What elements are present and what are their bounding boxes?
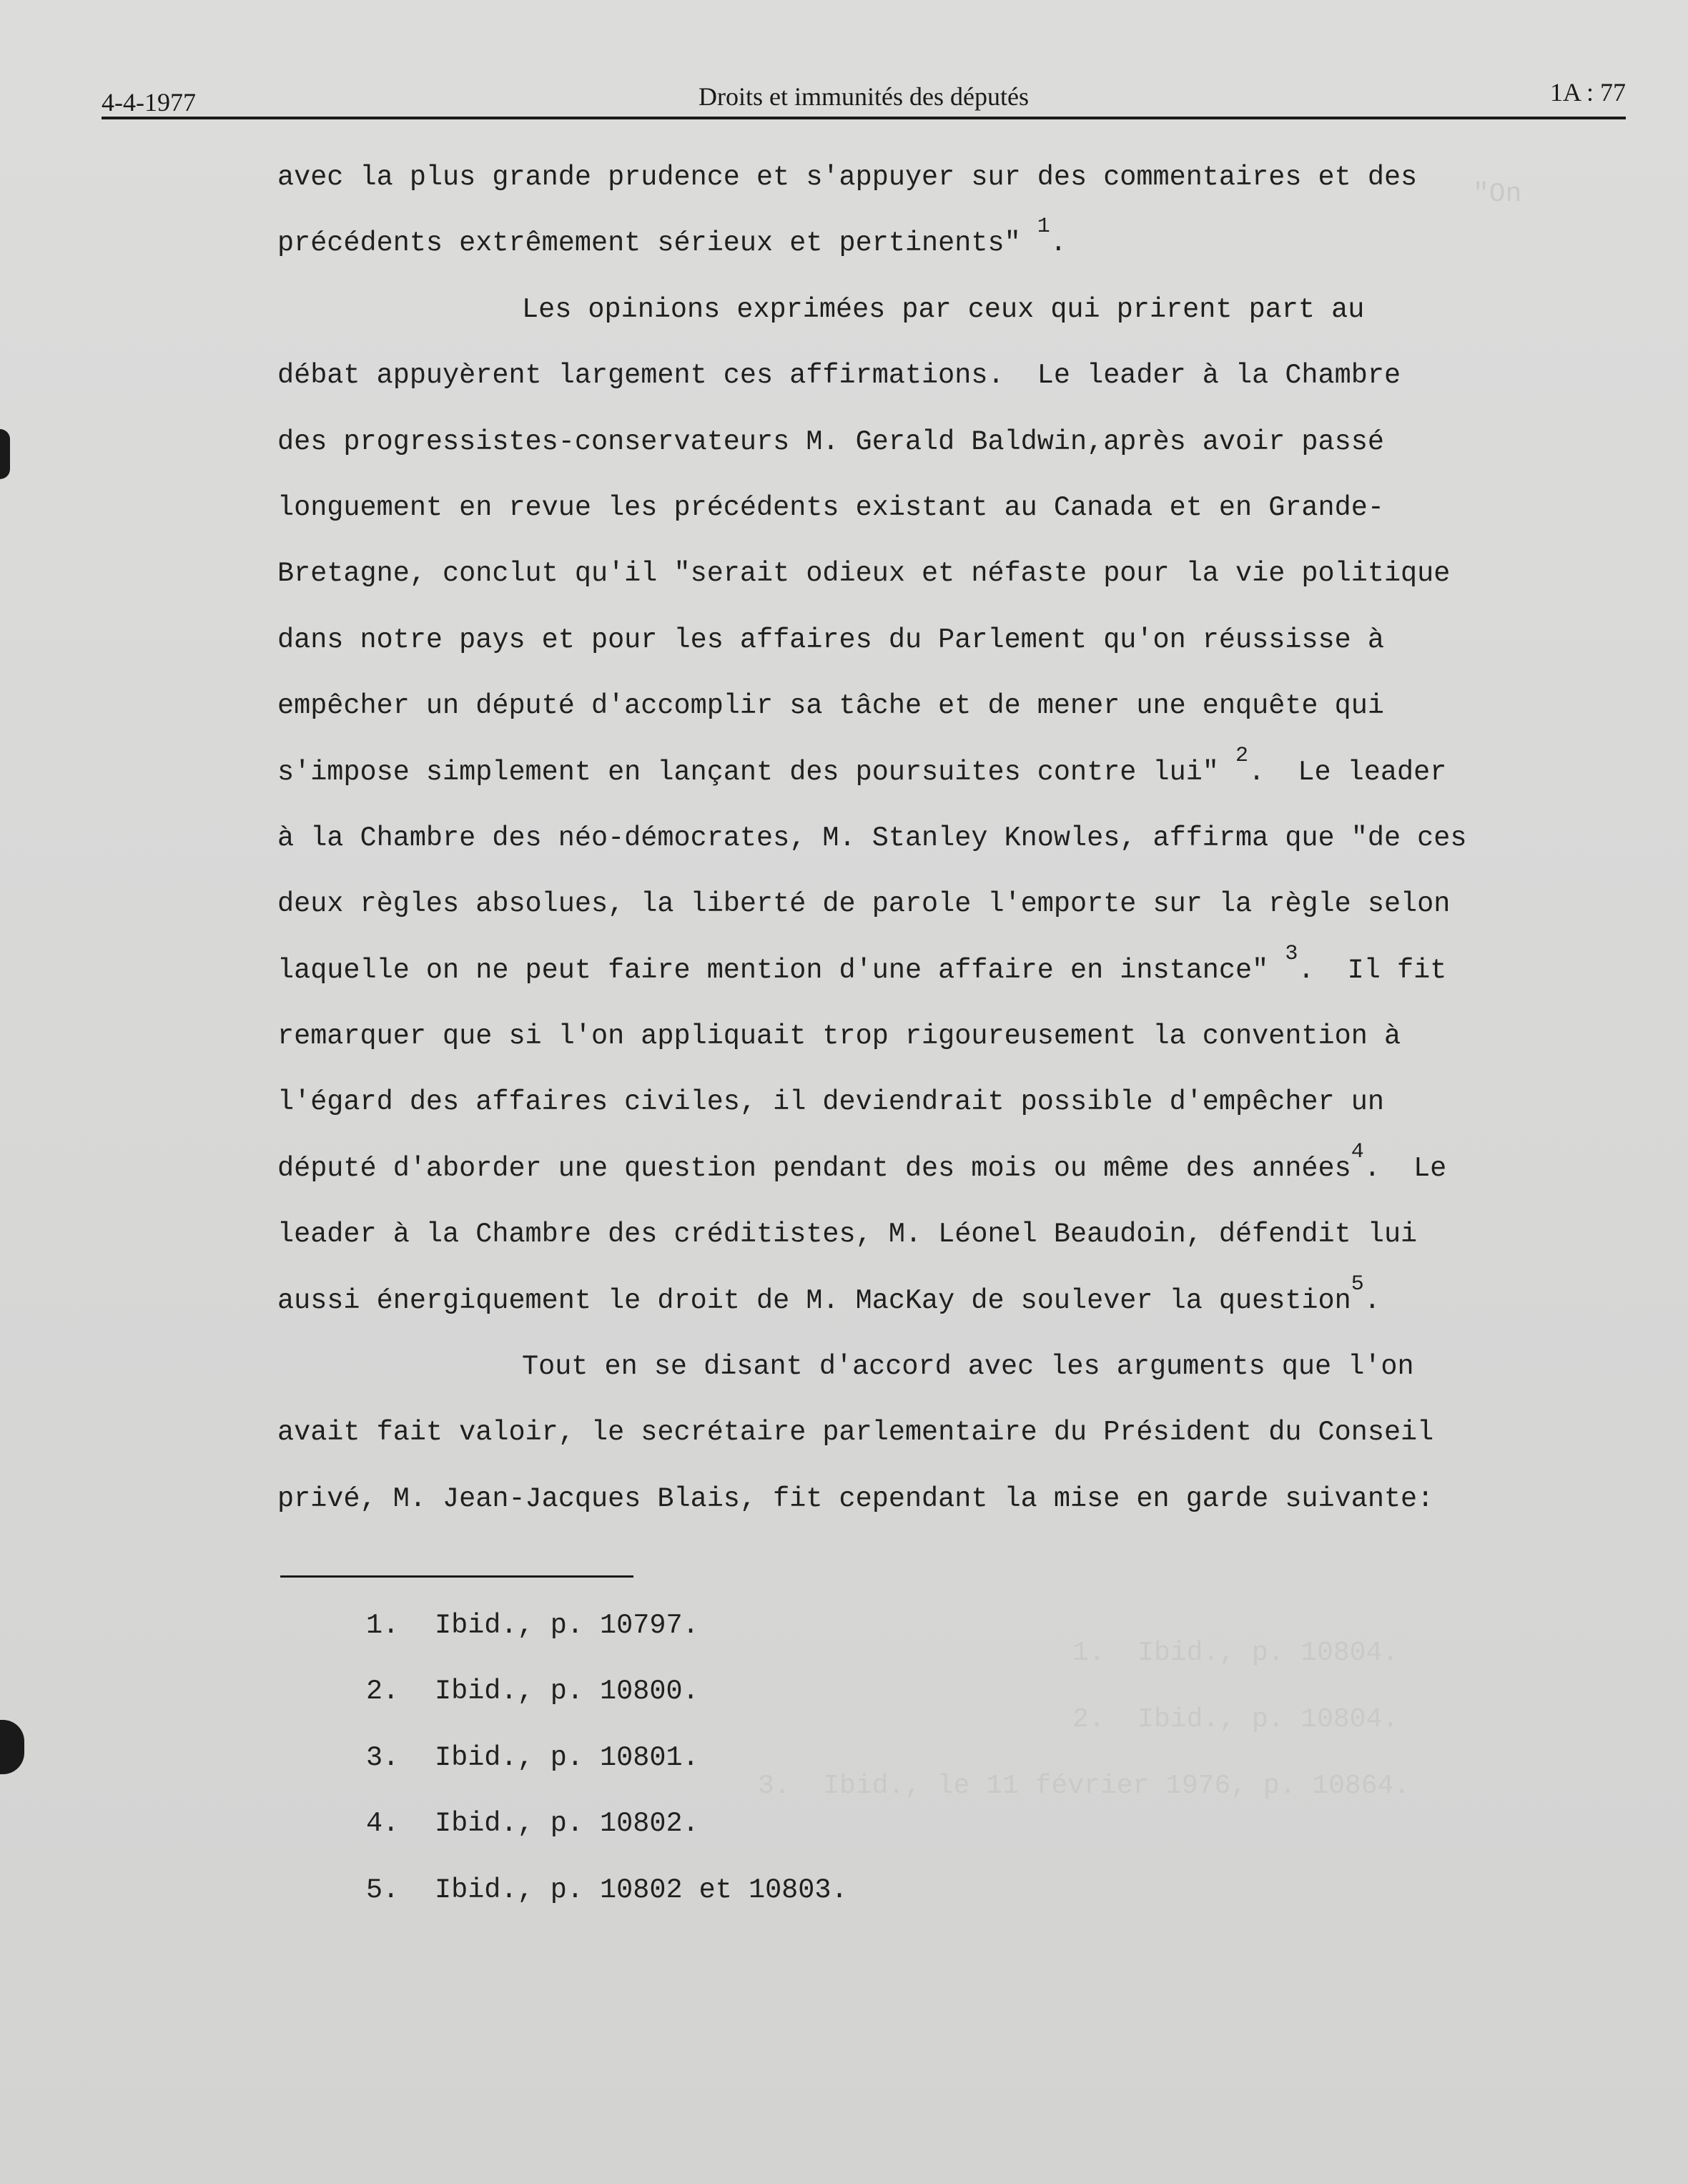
text-line xyxy=(277,890,1493,955)
text-line-content: avait fait valoir, le secrétaire parlementaire du Président du Conseil xyxy=(277,1417,1434,1449)
text-line-continuation: . xyxy=(1363,1284,1381,1317)
text-line-content: aussi énergiquement le droit de M. MacKay de soulever la question xyxy=(277,1284,1351,1317)
header-date: 4-4-1977 xyxy=(102,88,196,117)
text-line xyxy=(277,692,1493,757)
footnote-number: 4. xyxy=(366,1808,400,1840)
text-line xyxy=(277,559,1493,625)
footnote-text: Ibid., p. 10800. xyxy=(435,1676,699,1708)
footnote-rule xyxy=(280,1575,633,1578)
text-line-content: deux règles absolues, la liberté de parole l'emporte sur la règle selon xyxy=(277,888,1451,920)
text-line xyxy=(277,1418,1493,1484)
footnote-number: 3. xyxy=(366,1741,400,1774)
text-line xyxy=(277,824,1493,890)
binder-hole xyxy=(0,429,10,479)
text-line-content: l'égard des affaires civiles, il deviendrait possible d'empêcher un xyxy=(277,1086,1384,1118)
bleed-through-footnotes: 3. Ibid., le 11 février 1976, p. 10864. xyxy=(758,1771,1411,1801)
footnote xyxy=(366,1876,848,1942)
text-line-content: privé, M. Jean-Jacques Blais, fit cependant la mise en garde suivante: xyxy=(277,1482,1434,1515)
footnote xyxy=(366,1743,848,1809)
footnote-reference: 2 xyxy=(1235,743,1249,768)
footnote-number: 1. xyxy=(366,1610,400,1641)
footnote-reference: 3 xyxy=(1285,941,1298,966)
text-line-content: avec la plus grande prudence et s'appuyer sur des commentaires et des xyxy=(277,162,1418,193)
footnote-number: 2. xyxy=(366,1676,400,1708)
text-line xyxy=(277,493,1493,559)
footnote-reference: 5 xyxy=(1351,1271,1364,1297)
text-line xyxy=(277,361,1493,427)
text-line xyxy=(277,295,1493,361)
bleed-through-footnotes: 2. Ibid., p. 10804. xyxy=(1072,1704,1399,1735)
text-line xyxy=(277,1022,1493,1088)
text-line-content: des progressistes-conservateurs M. Gerald Baldwin,après avoir passé xyxy=(277,426,1384,458)
bleed-through-footnotes: 1. Ibid., p. 10804. xyxy=(1072,1638,1399,1668)
text-line-content: laquelle on ne peut faire mention d'une affaire en instance" xyxy=(277,954,1285,986)
text-line-content: Tout en se disant d'accord avec les arguments que l'on xyxy=(522,1351,1414,1383)
text-line-content: remarquer que si l'on appliquait trop rigoureusement la convention à xyxy=(277,1020,1401,1053)
text-line-content: s'impose simplement en lançant des poursuites contre lui" xyxy=(277,756,1236,788)
header-title: Droits et immunités des députés xyxy=(699,82,1029,111)
footnote-text: Ibid., p. 10802 et 10803. xyxy=(435,1874,848,1906)
text-line-content: leader à la Chambre des créditistes, M. Léonel Beaudoin, défendit lui xyxy=(277,1219,1418,1251)
text-line xyxy=(277,626,1493,692)
header-rule xyxy=(102,117,1626,119)
text-line xyxy=(277,1482,1493,1550)
footnote-reference: 4 xyxy=(1351,1139,1364,1164)
footnote-text: Ibid., p. 10802. xyxy=(435,1808,699,1840)
text-line-content: dans notre pays et pour les affaires du Parlement qu'on réussisse à xyxy=(277,624,1384,656)
header-page-number: 1A : 77 xyxy=(1549,78,1626,107)
footnote-text: Ibid., p. 10801. xyxy=(435,1741,699,1774)
text-line-continuation: . Le xyxy=(1363,1152,1447,1184)
text-line xyxy=(277,743,1493,824)
text-line xyxy=(277,215,1493,295)
text-line-continuation: . xyxy=(1050,227,1067,260)
text-line xyxy=(277,941,1493,1022)
text-line-content: longuement en revue les précédents existant au Canada et en Grande- xyxy=(277,491,1384,523)
body-text xyxy=(277,163,1493,1550)
text-line-content: Les opinions exprimées par ceux qui prirent part au xyxy=(522,293,1365,325)
binder-hole xyxy=(0,1720,24,1774)
text-line-content: Bretagne, conclut qu'il "serait odieux et néfaste pour la vie politique xyxy=(277,558,1451,590)
text-line xyxy=(277,1271,1493,1352)
footnote-text: Ibid., p. 10797. xyxy=(435,1610,699,1641)
page-header xyxy=(102,77,1626,120)
text-line-content: empêcher un député d'accomplir sa tâche et de mener une enquête qui xyxy=(277,690,1384,722)
footnote-number: 5. xyxy=(366,1874,400,1906)
text-line xyxy=(277,428,1493,493)
text-line-content: député d'aborder une question pendant des mois ou même des années xyxy=(277,1152,1351,1184)
bleed-through-text: "On xyxy=(1473,179,1522,210)
footnote xyxy=(366,1611,848,1677)
text-line-continuation: . Le leader xyxy=(1248,756,1447,788)
text-line xyxy=(277,1139,1493,1220)
text-line-content: précédents extrêmement sérieux et pertinents" xyxy=(277,227,1037,260)
text-line xyxy=(277,1352,1493,1418)
text-line-content: débat appuyèrent largement ces affirmations. Le leader à la Chambre xyxy=(277,360,1401,392)
text-line-continuation: . Il fit xyxy=(1298,954,1447,986)
footnote xyxy=(366,1809,848,1875)
footnote-reference: 1 xyxy=(1037,215,1050,240)
footnote xyxy=(366,1677,848,1743)
text-line xyxy=(277,1088,1493,1154)
text-line xyxy=(277,163,1493,229)
text-line-content: à la Chambre des néo-démocrates, M. Stanley Knowles, affirma que "de ces xyxy=(277,822,1467,854)
footnotes xyxy=(366,1611,848,1942)
text-line xyxy=(277,1220,1493,1286)
